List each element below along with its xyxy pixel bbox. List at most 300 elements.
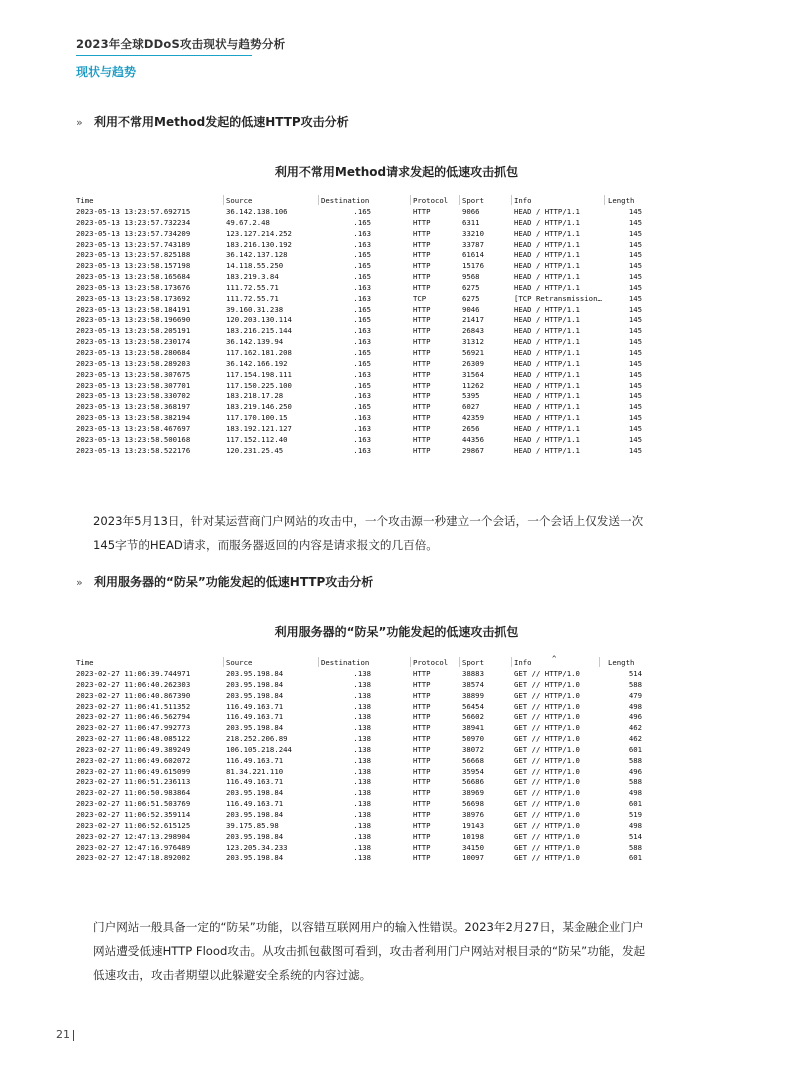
table-row[interactable] xyxy=(72,435,646,446)
cell-source: 203.95.198.84 xyxy=(226,723,284,733)
cell-length: 601 xyxy=(628,744,642,754)
cell-sport: 56921 xyxy=(462,347,484,357)
cell-info: GET // HTTP/1.0 xyxy=(514,809,580,819)
cell-info: HEAD / HTTP/1.1 xyxy=(514,250,580,260)
column-divider[interactable] xyxy=(459,657,460,667)
cell-destination: .163 xyxy=(353,423,371,433)
cell-destination: .163 xyxy=(353,337,371,347)
cell-time: 2023-05-13 13:23:58.157198 xyxy=(76,261,191,271)
cell-destination: .138 xyxy=(353,853,371,863)
cell-protocol: HTTP xyxy=(413,831,431,841)
cell-info: GET // HTTP/1.0 xyxy=(514,734,580,744)
cell-source: 14.118.55.250 xyxy=(226,261,284,271)
cell-time: 2023-05-13 13:23:57.743189 xyxy=(76,239,191,249)
cell-protocol: HTTP xyxy=(413,744,431,754)
cell-info: GET // HTTP/1.0 xyxy=(514,820,580,830)
cell-info: GET // HTTP/1.0 xyxy=(514,712,580,722)
column-header-source[interactable]: Source xyxy=(226,658,253,667)
cell-length: 145 xyxy=(628,261,642,271)
cell-time: 2023-05-13 13:23:58.173692 xyxy=(76,293,191,303)
column-divider[interactable] xyxy=(599,657,600,667)
column-header-destination[interactable]: Destination xyxy=(321,658,370,667)
cell-protocol: HTTP xyxy=(413,766,431,776)
report-title: 2023年全球DDoS攻击现状与趋势分析 xyxy=(76,37,286,51)
cell-time: 2023-05-13 13:23:58.467697 xyxy=(76,423,191,433)
cell-info: GET // HTTP/1.0 xyxy=(514,755,580,765)
table-row[interactable] xyxy=(72,218,646,229)
table-row[interactable] xyxy=(72,832,646,843)
table-row[interactable] xyxy=(72,691,646,702)
table-row[interactable] xyxy=(72,777,646,788)
cell-sport: 9568 xyxy=(462,272,480,282)
cell-sport: 21417 xyxy=(462,315,484,325)
cell-info: HEAD / HTTP/1.1 xyxy=(514,207,580,216)
cell-length: 601 xyxy=(628,799,642,809)
cell-destination: .138 xyxy=(353,734,371,744)
cell-length: 145 xyxy=(628,272,642,282)
cell-source: 120.231.25.45 xyxy=(226,445,284,455)
table-row[interactable] xyxy=(72,402,646,413)
cell-destination: .165 xyxy=(353,272,371,282)
cell-destination: .138 xyxy=(353,701,371,711)
cell-destination: .138 xyxy=(353,766,371,776)
cell-sport: 56668 xyxy=(462,755,484,765)
cell-source: 183.216.215.144 xyxy=(226,326,292,336)
cell-info: HEAD / HTTP/1.1 xyxy=(514,217,580,227)
cell-protocol: HTTP xyxy=(413,734,431,744)
table-row[interactable] xyxy=(72,712,646,723)
column-header-sport[interactable]: Sport xyxy=(462,658,484,667)
cell-info: GET // HTTP/1.0 xyxy=(514,777,580,787)
table-row[interactable] xyxy=(72,680,646,691)
cell-protocol: HTTP xyxy=(413,723,431,733)
cell-source: 120.203.130.114 xyxy=(226,315,292,325)
cell-sport: 9066 xyxy=(462,207,480,216)
cell-destination: .138 xyxy=(353,820,371,830)
cell-info: GET // HTTP/1.0 xyxy=(514,723,580,733)
cell-info: GET // HTTP/1.0 xyxy=(514,690,580,700)
table-row[interactable] xyxy=(72,810,646,821)
cell-sport: 31312 xyxy=(462,337,484,347)
cell-info: HEAD / HTTP/1.1 xyxy=(514,434,580,444)
cell-length: 601 xyxy=(628,853,642,863)
cell-info: HEAD / HTTP/1.1 xyxy=(514,272,580,282)
cell-info: HEAD / HTTP/1.1 xyxy=(514,337,580,347)
table-row[interactable] xyxy=(72,821,646,832)
cell-source: 183.192.121.127 xyxy=(226,423,292,433)
cell-destination: .138 xyxy=(353,755,371,765)
cell-destination: .165 xyxy=(353,402,371,412)
cell-sport: 26843 xyxy=(462,326,484,336)
cell-sport: 15176 xyxy=(462,261,484,271)
cell-sport: 29867 xyxy=(462,445,484,455)
cell-info: HEAD / HTTP/1.1 xyxy=(514,391,580,401)
cell-sport: 10198 xyxy=(462,831,484,841)
cell-protocol: HTTP xyxy=(413,337,431,347)
column-divider[interactable] xyxy=(318,657,319,667)
cell-info: HEAD / HTTP/1.1 xyxy=(514,261,580,271)
cell-length: 514 xyxy=(628,831,642,841)
cell-protocol: HTTP xyxy=(413,207,431,216)
cell-destination: .163 xyxy=(353,326,371,336)
cell-protocol: HTTP xyxy=(413,755,431,765)
cell-info: HEAD / HTTP/1.1 xyxy=(514,369,580,379)
cell-destination: .163 xyxy=(353,434,371,444)
cell-protocol: HTTP xyxy=(413,445,431,455)
cell-sport: 56602 xyxy=(462,712,484,722)
cell-time: 2023-02-27 11:06:52.615125 xyxy=(76,820,191,830)
cell-time: 2023-02-27 12:47:16.976489 xyxy=(76,842,191,852)
cell-length: 514 xyxy=(628,669,642,678)
cell-length: 498 xyxy=(628,820,642,830)
cell-time: 2023-05-13 13:23:58.307701 xyxy=(76,380,191,390)
cell-destination: .163 xyxy=(353,239,371,249)
cell-protocol: HTTP xyxy=(413,228,431,238)
cell-destination: .163 xyxy=(353,413,371,423)
cell-length: 145 xyxy=(628,413,642,423)
cell-length: 145 xyxy=(628,434,642,444)
table-row[interactable] xyxy=(72,294,646,305)
cell-destination: .138 xyxy=(353,679,371,689)
table-row[interactable] xyxy=(72,853,646,864)
cell-destination: .138 xyxy=(353,809,371,819)
cell-sport: 34150 xyxy=(462,842,484,852)
column-header-info[interactable]: Info xyxy=(514,196,532,205)
cell-length: 588 xyxy=(628,842,642,852)
column-divider[interactable] xyxy=(410,195,411,205)
cell-destination: .138 xyxy=(353,788,371,798)
column-header-info[interactable]: Info xyxy=(514,658,532,667)
cell-sport: 56698 xyxy=(462,799,484,809)
cell-protocol: HTTP xyxy=(413,282,431,292)
cell-info: HEAD / HTTP/1.1 xyxy=(514,347,580,357)
cell-info: GET // HTTP/1.0 xyxy=(514,669,580,678)
column-divider[interactable] xyxy=(223,657,224,667)
cell-protocol: TCP xyxy=(413,293,427,303)
cell-length: 145 xyxy=(628,207,642,216)
cell-destination: .138 xyxy=(353,744,371,754)
cell-protocol: HTTP xyxy=(413,261,431,271)
cell-time: 2023-05-13 13:23:58.522176 xyxy=(76,445,191,455)
cell-info: HEAD / HTTP/1.1 xyxy=(514,413,580,423)
cell-source: 203.95.198.84 xyxy=(226,679,284,689)
cell-time: 2023-05-13 13:23:58.368197 xyxy=(76,402,191,412)
cell-sport: 61614 xyxy=(462,250,484,260)
table-row[interactable] xyxy=(72,326,646,337)
cell-destination: .163 xyxy=(353,282,371,292)
cell-info: GET // HTTP/1.0 xyxy=(514,853,580,863)
cell-source: 117.154.198.111 xyxy=(226,369,292,379)
cell-protocol: HTTP xyxy=(413,402,431,412)
cell-protocol: HTTP xyxy=(413,799,431,809)
cell-source: 117.152.112.40 xyxy=(226,434,288,444)
cell-info: HEAD / HTTP/1.1 xyxy=(514,358,580,368)
cell-length: 145 xyxy=(628,326,642,336)
column-divider[interactable] xyxy=(318,195,319,205)
cell-source: 203.95.198.84 xyxy=(226,690,284,700)
cell-sport: 19143 xyxy=(462,820,484,830)
cell-info: GET // HTTP/1.0 xyxy=(514,701,580,711)
cell-info: GET // HTTP/1.0 xyxy=(514,842,580,852)
cell-protocol: HTTP xyxy=(413,239,431,249)
cell-destination: .163 xyxy=(353,293,371,303)
cell-time: 2023-05-13 13:23:58.500168 xyxy=(76,434,191,444)
table-row[interactable] xyxy=(72,446,646,457)
cell-destination: .138 xyxy=(353,690,371,700)
cell-info: HEAD / HTTP/1.1 xyxy=(514,326,580,336)
table-row[interactable] xyxy=(72,337,646,348)
table-row[interactable] xyxy=(72,788,646,799)
cell-source: 39.160.31.238 xyxy=(226,304,284,314)
cell-protocol: HTTP xyxy=(413,788,431,798)
packet-capture-table-1 xyxy=(72,195,646,456)
table-row[interactable] xyxy=(72,272,646,283)
cell-sport: 33210 xyxy=(462,228,484,238)
table-row[interactable] xyxy=(72,261,646,272)
cell-source: 203.95.198.84 xyxy=(226,831,284,841)
column-header-source[interactable]: Source xyxy=(226,196,253,205)
cell-info: HEAD / HTTP/1.1 xyxy=(514,380,580,390)
cell-time: 2023-02-27 11:06:52.359114 xyxy=(76,809,191,819)
cell-sport: 10097 xyxy=(462,853,484,863)
cell-destination: .165 xyxy=(353,250,371,260)
cell-length: 145 xyxy=(628,347,642,357)
column-header-length[interactable]: Length xyxy=(608,196,635,205)
table-row[interactable] xyxy=(72,799,646,810)
chapter-label: 现状与趋势 xyxy=(76,65,137,79)
cell-destination: .165 xyxy=(353,358,371,368)
column-header-protocol[interactable]: Protocol xyxy=(413,658,449,667)
cell-time: 2023-02-27 11:06:51.236113 xyxy=(76,777,191,787)
column-header-destination[interactable]: Destination xyxy=(321,196,370,205)
cell-protocol: HTTP xyxy=(413,326,431,336)
table-row[interactable] xyxy=(72,702,646,713)
cell-protocol: HTTP xyxy=(413,679,431,689)
cell-destination: .138 xyxy=(353,831,371,841)
cell-time: 2023-05-13 13:23:57.732234 xyxy=(76,217,191,227)
cell-source: 111.72.55.71 xyxy=(226,293,279,303)
cell-protocol: HTTP xyxy=(413,217,431,227)
cell-destination: .138 xyxy=(353,799,371,809)
cell-length: 588 xyxy=(628,679,642,689)
table-row[interactable] xyxy=(72,669,646,680)
table-row[interactable] xyxy=(72,315,646,326)
cell-source: 36.142.139.94 xyxy=(226,337,284,347)
cell-length: 145 xyxy=(628,304,642,314)
cell-protocol: HTTP xyxy=(413,250,431,260)
cell-sport: 6027 xyxy=(462,402,480,412)
cell-length: 588 xyxy=(628,777,642,787)
cell-sport: 6275 xyxy=(462,282,480,292)
cell-source: 117.150.225.100 xyxy=(226,380,292,390)
cell-source: 106.105.218.244 xyxy=(226,744,292,754)
column-divider[interactable] xyxy=(410,657,411,667)
cell-time: 2023-05-13 13:23:58.307675 xyxy=(76,369,191,379)
cell-protocol: HTTP xyxy=(413,413,431,423)
table-row[interactable] xyxy=(72,381,646,392)
cell-time: 2023-02-27 11:06:39.744971 xyxy=(76,669,191,678)
cell-destination: .165 xyxy=(353,315,371,325)
cell-time: 2023-05-13 13:23:58.205191 xyxy=(76,326,191,336)
cell-length: 498 xyxy=(628,701,642,711)
cell-protocol: HTTP xyxy=(413,369,431,379)
sort-indicator-icon[interactable]: ^ xyxy=(552,654,557,663)
cell-destination: .138 xyxy=(353,842,371,852)
table-row[interactable] xyxy=(72,734,646,745)
cell-length: 145 xyxy=(628,380,642,390)
table-row[interactable] xyxy=(72,283,646,294)
column-divider[interactable] xyxy=(459,195,460,205)
cell-sport: 56686 xyxy=(462,777,484,787)
cell-time: 2023-02-27 11:06:49.602072 xyxy=(76,755,191,765)
cell-time: 2023-02-27 11:06:48.085122 xyxy=(76,734,191,744)
cell-time: 2023-02-27 11:06:40.867390 xyxy=(76,690,191,700)
cell-source: 123.127.214.252 xyxy=(226,228,292,238)
section-heading-1 xyxy=(76,113,349,130)
column-divider[interactable] xyxy=(604,195,605,205)
figure-caption-1: 利用不常用Method请求发起的低速攻击抓包 xyxy=(274,165,519,179)
cell-sport: 5395 xyxy=(462,391,480,401)
cell-source: 116.49.163.71 xyxy=(226,777,284,787)
table-row[interactable] xyxy=(72,391,646,402)
cell-source: 183.218.17.28 xyxy=(226,391,284,401)
cell-source: 203.95.198.84 xyxy=(226,788,284,798)
cell-sport: 42359 xyxy=(462,413,484,423)
cell-length: 498 xyxy=(628,788,642,798)
cell-protocol: HTTP xyxy=(413,853,431,863)
cell-length: 145 xyxy=(628,369,642,379)
cell-info: HEAD / HTTP/1.1 xyxy=(514,304,580,314)
cell-time: 2023-02-27 11:06:41.511352 xyxy=(76,701,191,711)
cell-length: 145 xyxy=(628,445,642,455)
cell-sport: 9046 xyxy=(462,304,480,314)
cell-info: HEAD / HTTP/1.1 xyxy=(514,315,580,325)
cell-info: HEAD / HTTP/1.1 xyxy=(514,402,580,412)
column-header-time[interactable]: Time xyxy=(76,196,94,205)
cell-source: 218.252.206.89 xyxy=(226,734,288,744)
table-row[interactable] xyxy=(72,240,646,251)
cell-destination: .163 xyxy=(353,228,371,238)
cell-info: GET // HTTP/1.0 xyxy=(514,799,580,809)
cell-time: 2023-05-13 13:23:58.382194 xyxy=(76,413,191,423)
cell-info: GET // HTTP/1.0 xyxy=(514,679,580,689)
cell-source: 36.142.166.192 xyxy=(226,358,288,368)
cell-sport: 31564 xyxy=(462,369,484,379)
table-row[interactable] xyxy=(72,413,646,424)
cell-time: 2023-05-13 13:23:57.825188 xyxy=(76,250,191,260)
table-row[interactable] xyxy=(72,756,646,767)
table-row[interactable] xyxy=(72,424,646,435)
table-row[interactable] xyxy=(72,207,646,218)
cell-info: HEAD / HTTP/1.1 xyxy=(514,239,580,249)
cell-sport: 38969 xyxy=(462,788,484,798)
cell-time: 2023-02-27 11:06:49.615099 xyxy=(76,766,191,776)
table-row[interactable] xyxy=(72,767,646,778)
section-heading-2-text: 利用服务器的“防呆”功能发起的低速HTTP攻击分析 xyxy=(94,575,374,589)
cell-sport: 38941 xyxy=(462,723,484,733)
cell-protocol: HTTP xyxy=(413,669,431,678)
cell-protocol: HTTP xyxy=(413,358,431,368)
column-header-length[interactable]: Length xyxy=(608,658,635,667)
cell-info: HEAD / HTTP/1.1 xyxy=(514,445,580,455)
column-divider[interactable] xyxy=(511,657,512,667)
cell-protocol: HTTP xyxy=(413,809,431,819)
cell-destination: .163 xyxy=(353,369,371,379)
table-header-row xyxy=(72,195,646,207)
cell-source: 36.142.137.128 xyxy=(226,250,288,260)
cell-sport: 38072 xyxy=(462,744,484,754)
table-row[interactable] xyxy=(72,843,646,854)
cell-protocol: HTTP xyxy=(413,423,431,433)
table-row[interactable] xyxy=(72,745,646,756)
cell-info: GET // HTTP/1.0 xyxy=(514,766,580,776)
column-header-protocol[interactable]: Protocol xyxy=(413,196,449,205)
cell-time: 2023-02-27 12:47:18.892002 xyxy=(76,853,191,863)
table-row[interactable] xyxy=(72,305,646,316)
packet-capture-table-2 xyxy=(72,654,646,864)
table-row[interactable] xyxy=(72,250,646,261)
page-number: 21 xyxy=(56,1028,70,1041)
cell-sport: 6275 xyxy=(462,293,480,303)
table-row[interactable] xyxy=(72,370,646,381)
cell-length: 145 xyxy=(628,282,642,292)
cell-length: 145 xyxy=(628,358,642,368)
cell-length: 145 xyxy=(628,239,642,249)
cell-length: 519 xyxy=(628,809,642,819)
cell-source: 116.49.163.71 xyxy=(226,712,284,722)
table-row[interactable] xyxy=(72,229,646,240)
table-row[interactable] xyxy=(72,359,646,370)
cell-time: 2023-02-27 11:06:50.983864 xyxy=(76,788,191,798)
column-header-sport[interactable]: Sport xyxy=(462,196,484,205)
cell-length: 462 xyxy=(628,734,642,744)
cell-time: 2023-02-27 12:47:13.298904 xyxy=(76,831,191,841)
section-heading-2 xyxy=(76,573,373,590)
cell-protocol: HTTP xyxy=(413,820,431,830)
header-rule xyxy=(76,55,252,56)
cell-destination: .163 xyxy=(353,391,371,401)
column-header-time[interactable]: Time xyxy=(76,658,94,667)
cell-time: 2023-05-13 13:23:58.165684 xyxy=(76,272,191,282)
table-row[interactable] xyxy=(72,723,646,734)
cell-protocol: HTTP xyxy=(413,315,431,325)
cell-destination: .165 xyxy=(353,380,371,390)
cell-time: 2023-05-13 13:23:57.692715 xyxy=(76,207,191,216)
cell-time: 2023-05-13 13:23:58.184191 xyxy=(76,304,191,314)
cell-protocol: HTTP xyxy=(413,842,431,852)
cell-time: 2023-05-13 13:23:58.230174 xyxy=(76,337,191,347)
cell-source: 116.49.163.71 xyxy=(226,701,284,711)
table-row[interactable] xyxy=(72,348,646,359)
cell-time: 2023-02-27 11:06:47.992773 xyxy=(76,723,191,733)
cell-time: 2023-02-27 11:06:49.389249 xyxy=(76,744,191,754)
cell-time: 2023-05-13 13:23:58.173676 xyxy=(76,282,191,292)
cell-protocol: HTTP xyxy=(413,777,431,787)
column-divider[interactable] xyxy=(511,195,512,205)
cell-protocol: HTTP xyxy=(413,712,431,722)
cell-protocol: HTTP xyxy=(413,380,431,390)
cell-destination: .165 xyxy=(353,347,371,357)
cell-sport: 44356 xyxy=(462,434,484,444)
table-header-row xyxy=(72,654,646,669)
cell-time: 2023-05-13 13:23:57.734209 xyxy=(76,228,191,238)
cell-length: 145 xyxy=(628,228,642,238)
cell-destination: .165 xyxy=(353,304,371,314)
column-divider[interactable] xyxy=(223,195,224,205)
cell-time: 2023-02-27 11:06:51.503769 xyxy=(76,799,191,809)
cell-sport: 50970 xyxy=(462,734,484,744)
cell-source: 117.162.181.208 xyxy=(226,347,292,357)
